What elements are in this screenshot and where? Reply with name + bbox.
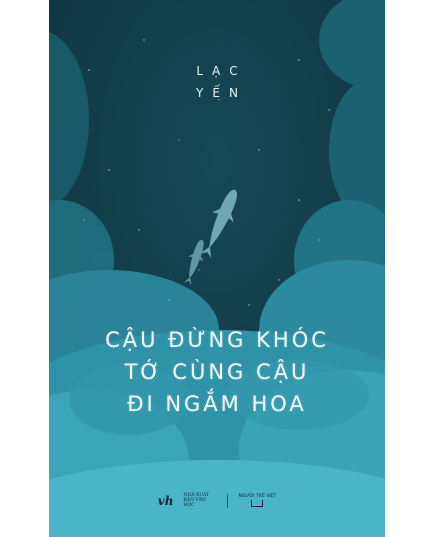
publisher-2-name: NGƯỜI TRẺ VIỆT [238,494,277,499]
cover-background [49,0,385,537]
divider [227,494,228,508]
vh-logo-icon: vh [157,493,174,508]
book-cover [49,0,385,537]
author-line-2: YẾN [196,86,247,100]
author-line-1: LẠC [196,64,247,78]
publisher-2 [238,494,276,507]
title-line-1: CẬU ĐỪNG KHÓC [105,328,329,352]
publisher-2-logo-icon [251,500,263,507]
publisher-1-name: NHÀ XUẤT BẢN VĂN HỌC [183,493,210,508]
title-line-2: TỚ CÙNG CẬU [124,360,310,384]
title-line-3: ĐI NGẮM HOA [127,392,307,416]
publisher-logos [49,493,385,508]
